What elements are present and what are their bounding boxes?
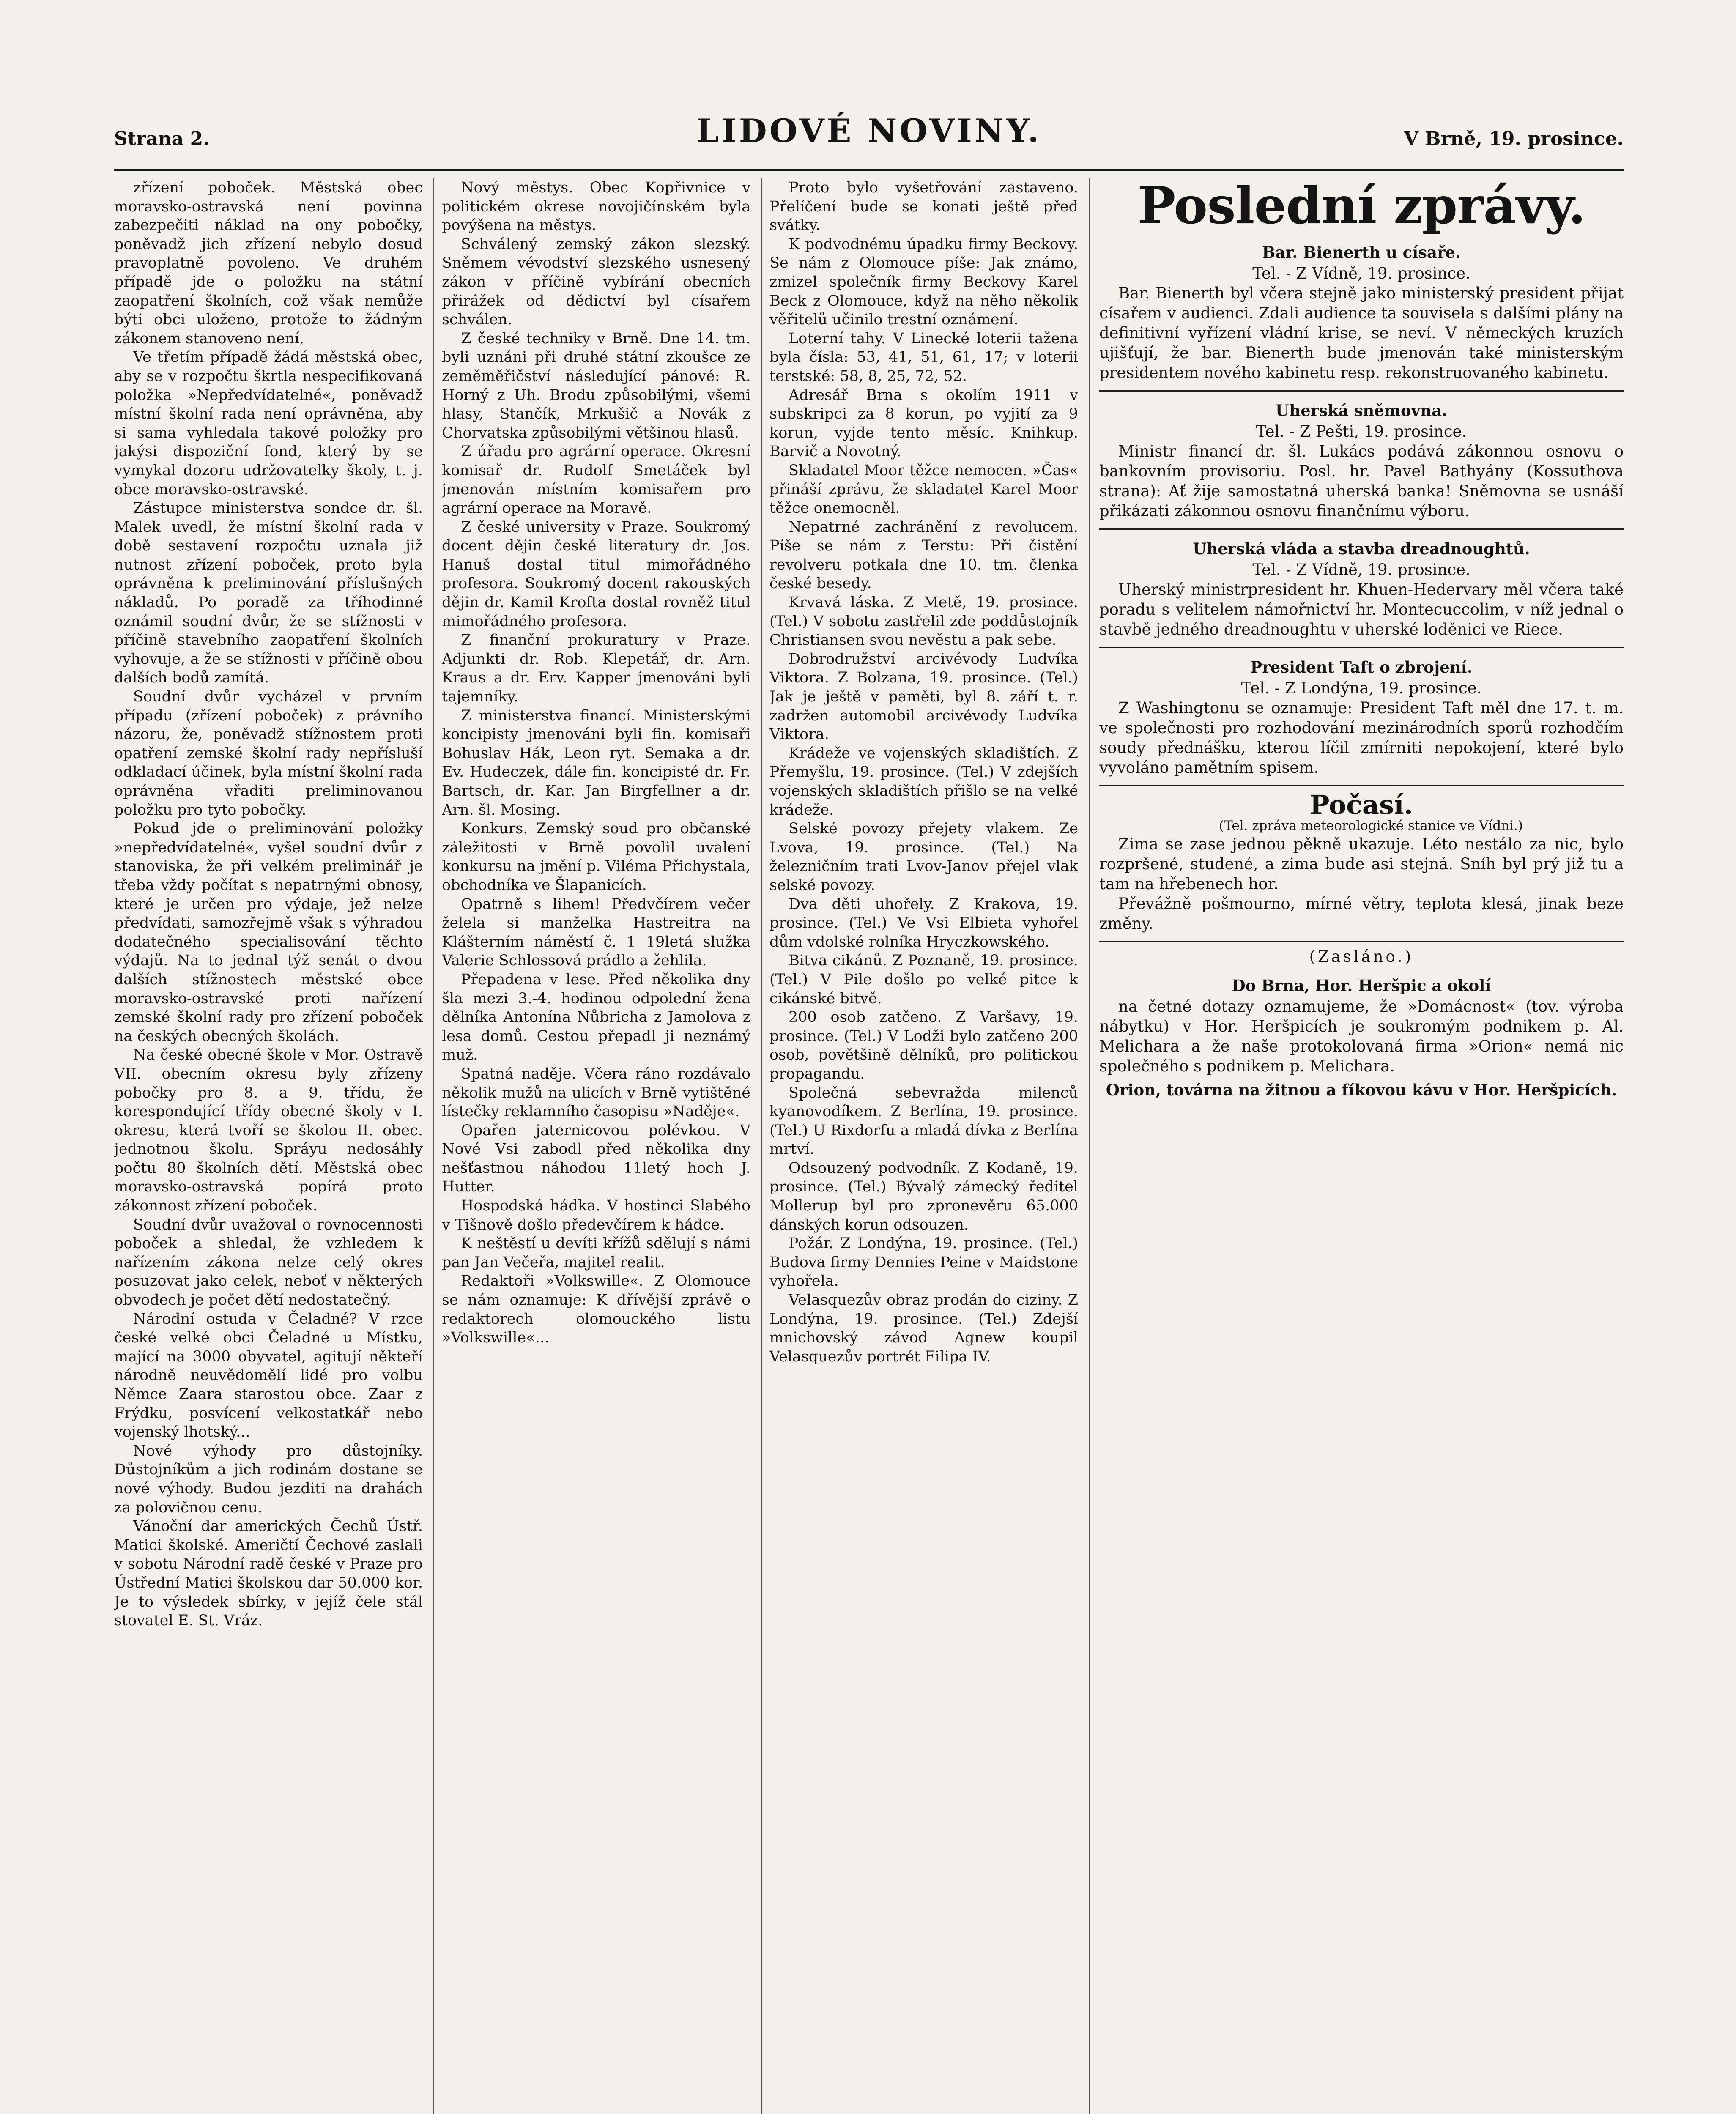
article-para: Na české obecné škole v Mor. Ostravě VII. obecním okresu byly zřízeny pobočky pro 8. a 9. třídu, že korespondující třídy obecné školy v I. okresu, která tvoří se školou II. obec. jednotnou školu. Spráyu nedosáhly počtu 80 školních dětí. Městská obec moravsko-ostravská popírá proto zákonnost zřízení poboček. [114,1046,423,1215]
article-para: Odsouzený podvodník. Z Kodaně, 19. prosince. (Tel.) Bývalý zámecký ředitel Mollerup byl pro zpronevěru 65.000 dánských korun odsouzen. [769,1159,1078,1233]
column-4-latest-news [1099,178,1624,2114]
masthead-title: LIDOVÉ NOVINY. [696,112,1042,150]
article-para: Velasquezův obraz prodán do ciziny. Z Londýna, 19. prosince. (Tel.) Zdejší mnichovský závod Agnew koupil Velasquezův portrét Filipa IV. [769,1292,1078,1365]
header-rule [114,169,1624,171]
article-para: Konkurs. Zemský soud pro občanské záležitosti v Brně povolil uvalení konkursu na jmění p. Viléma Přichystala, obchodníka ve Šlapanicích. [442,820,750,894]
news-heading: Uherská sněmovna. [1276,401,1447,420]
notice-signature: Orion, továrna na žitnou a fíkovou kávu v Hor. Heršpicích. [1106,1081,1617,1099]
column-1 [114,178,423,2114]
weather-forecast: Převážně pošmourno, mírné větry, teplota klesá, jinak beze změny. [1099,895,1624,933]
section-title: Poslední zprávy. [1137,178,1585,235]
news-heading: Uherská vláda a stavba dreadnoughtů. [1193,539,1530,558]
article-para: Spatná naděje. Včera ráno rozdávalo několik mužů na ulicích v Brně vytištěné lístečky reklamního časopisu »Naděje«. [442,1065,750,1120]
article-para: Soudní dvůr vycházel v prvním případu (zřízení poboček) z právního názoru, že, poněvadž stížnostem proti opatření zemské školní rady nepřísluší odkladací účinek, byla místní školní rada oprávněna vřaditi preliminovanou položku pro tyto pobočky. [114,688,423,819]
article-para: Nové výhody pro důstojníky. Důstojníkům a jich rodinám dostane se nové výhody. Budou jezditi na drahách za polovičnou cenu. [114,1442,423,1516]
article-para: Vánoční dar amerických Čechů Ústř. Matici školské. Američtí Čechové zaslali v sobotu Národní radě české v Praze pro Ústřední Matici školskou dar 50.000 kor. Je to výsledek sbírky, v jejíž čele stál stovatel E. St. Vráz. [114,1518,423,1629]
weather-source: (Tel. zpráva meteorologické stanice ve Vídni.) [1218,818,1523,833]
column-separator [761,178,762,2114]
divider [1099,528,1624,530]
news-text: Bar. Bienerth byl včera stejně jako ministerský president přijat císařem v audienci. Zdali audience ta souvisela s dalšími plány na definitivní vyřízení vládní krise, se neví. V německých kruzích ujišťují, že bar. Bienerth bude jmenován také ministerským presidentem nového kabinetu resp. rekonstruovaného kabinetu. [1099,284,1624,382]
notice-text: na četné dotazy oznamujeme, že »Domácnost« (tov. výroba nábytku) v Hor. Heršpicích je soukromým podnikem p. Al. Melichara a že naše protokolovaná firma »Orion« nemá nic společného s podnikem p. Melichara. [1099,997,1624,1075]
article-para: Z finanční prokuratury v Praze. Adjunkti dr. Rob. Klepetář, dr. Arn. Kraus a dr. Erv. Kapper jmenováni byli tajemníky. [442,632,750,706]
article-para: K podvodnému úpadku firmy Beckovy. Se nám z Olomouce píše: Jak známo, zmizel společník firmy Beckovy Karel Beck z Olomouce, když na něho několik věřitelů učinilo trestní oznámení. [769,235,1078,329]
weather-text: Zima se zase jednou pěkně ukazuje. Léto nestálo za nic, bylo rozpršené, studené, a zima bude asi stejná. Sníh byl prý již tu a tam na hřebenech hor. [1099,835,1624,893]
notice-heading: (Zasláno.) [1309,947,1414,966]
column-3 [769,178,1078,2114]
article-para: Nový městys. Obec Kopřivnice v politickém okrese novojičínském byla povýšena na městys. [442,179,750,234]
weather-heading: Počasí. [1309,789,1413,820]
news-text: Uherský ministrpresident hr. Khuen-Hedervary měl včera také poradu s velitelem námořnictví hr. Montecuccolim, v níž jednal o stavbě jedného dreadnoughtu v uherské loděnici ve Riece. [1099,581,1624,638]
page-number: Strana 2. [114,128,210,150]
article-para: Krádeže ve vojenských skladištích. Z Přemyšlu, 19. prosince. (Tel.) V zdejších vojenských skladištích přišlo se na velké krádeže. [769,745,1078,819]
article-para: K neštěstí u devíti křížů sdělují s námi pan Jan Večeřa, majitel realit. [442,1235,750,1271]
article-para: Požár. Z Londýna, 19. prosince. (Tel.) Budova firmy Dennies Peine v Maidstone vyhořela. [769,1235,1078,1290]
date-line: V Brně, 19. prosince. [1404,128,1624,150]
divider [1099,941,1624,942]
divider [1099,785,1624,786]
article-para: Proto bylo vyšetřování zastaveno. Přelíčení bude se konati ještě před svátky. [769,179,1078,234]
article-para: Opařen jaternicovou polévkou. V Nové Vsi zabodl před několika dny nešťastnou náhodou 11letý hoch J. Hutter. [442,1122,750,1196]
article-para: Pokud jde o preliminování položky »nepředvídatelné«, vyšel soudní dvůr z stanoviska, že při velkém preliminář je třeba vždy počítat s nepatrnými obnosy, které je určen pro výdaje, jež nelze předvídati, samozřejmě však s výhradou dodatečného specialisování těchto výdajů. Na to jednal týž senát o dvou dalších stížnostech městské obce moravsko-ostravské proti nařízení zemské školní rady pro zřízení poboček na českých obecných školách. [114,820,423,1045]
article-para: Z úřadu pro agrární operace. Okresní komisař dr. Rudolf Smetáček byl jmenován místním komisařem pro agrární operace na Moravě. [442,443,750,517]
article-para: Loterní tahy. V Linecké loterii tažena byla čísla: 53, 41, 51, 61, 17; v loterii terstské: 58, 8, 25, 72, 52. [769,330,1078,385]
news-dateline: Tel. - Z Vídně, 19. prosince. [1252,561,1470,579]
article-para: Schválený zemský zákon slezský. Sněmem vévodství slezského usnesený zákon v příčině vybírání obecních přirážek od dědictví byl císařem schválen. [442,235,750,329]
news-dateline: Tel. - Z Londýna, 19. prosince. [1241,679,1482,697]
article-para: zřízení poboček. Městská obec moravsko-ostravská není povinna zabezpečiti náklad na ony pobočky, poněvadž jich zřízení nebylo dosud pravoplatně povoleno. Ve druhém případě jde o položku na státní zaopatření školních, což však nemůže býti obci uloženo, protože to žádným zákonem stanoveno není. [114,179,423,347]
article-para: Ve třetím případě žádá městská obec, aby se v rozpočtu škrtla nespecifikovaná položka »Nepředvídatelné«, poněvadž místní školní rada není oprávněna, aby si sama vyhledala takové položky pro jakýsi dispoziční fond, který by se vymykal dozoru udržovatelky školy, t. j. obce moravsko-ostravské. [114,349,423,498]
article-para: Z ministerstva financí. Ministerskými koncipisty jmenováni byli fin. komisaři Bohuslav Hák, Leon ryt. Semaka a dr. Ev. Hudeczek, dále fin. koncipisté dr. Fr. Bartsch, dr. Kar. Jan Birgfellner a dr. Arn. šl. Mosing. [442,707,750,819]
page-header [114,112,1624,163]
article-para: Hospodská hádka. V hostinci Slabého v Tišnově došlo předevčírem k hádce. [442,1197,750,1233]
news-text: Z Washingtonu se oznamuje: President Taft měl dne 17. t. m. ve společnosti pro rozhodování mezinárodních sporů rozhodčím soudy přednášku, kterou líčil zmírniti nepokojení, které bylo vyvoláno pamětním spisem. [1099,699,1624,777]
article-para: Bitva cikánů. Z Poznaně, 19. prosince. (Tel.) V Pile došlo po velké pitce k cikánské bitvě. [769,952,1078,1007]
article-para: Krvavá láska. Z Metě, 19. prosince. (Tel.) V sobotu zastřelil zde poddůstojník Christiansen svou nevěstu a pak sebe. [769,594,1078,649]
article-para: Z české university v Praze. Soukromý docent dějin české literatury dr. Jos. Hanuš dostal titul mimořádného profesora. Soukromý docent rakouských dějin dr. Kamil Krofta dostal rovněž titul mimořádného profesora. [442,518,750,630]
column-separator [433,178,434,2114]
divider [1099,647,1624,648]
notice-subheading: Do Brna, Hor. Heršpic a okolí [1232,976,1491,995]
article-para: Opatrně s lihem! Předvčírem večer želela si manželka Hastreitra na Klášterním náměstí č. 1 19letá služka Valerie Schlossová prádlo a žehlila. [442,895,750,969]
article-para: Společná sebevražda milenců kyanovodíkem. Z Berlína, 19. prosince. (Tel.) U Rixdorfu a mladá dívka z Berlína mrtví. [769,1084,1078,1158]
article-para: Selské povozy přejety vlakem. Ze Lvova, 19. prosince. (Tel.) Na železničním trati Lvov-Janov přejel vlak selské povozy. [769,820,1078,894]
article-para: Dobrodružství arcivévody Ludvíka Viktora. Z Bolzana, 19. prosince. (Tel.) Jak je ještě v paměti, byl 8. září t. r. zadržen automobil arcivévody Ludvíka Viktora. [769,650,1078,743]
article-para: Soudní dvůr uvažoval o rovnocennosti poboček a shledal, že vzhledem k nařízením zákona nelze celý okres posuzovat jako celek, neboť v některých obvodech je počet dětí nedostatečný. [114,1216,423,1309]
article-para: 200 osob zatčeno. Z Varšavy, 19. prosince. (Tel.) V Lodži bylo zatčeno 200 osob, povětšině dělníků, pro politickou propagandu. [769,1009,1078,1082]
article-para: Dva děti uhořely. Z Krakova, 19. prosince. (Tel.) Ve Vsi Elbieta vyhořel dům vdolské rolníka Hryczkowského. [769,895,1078,950]
article-para: Redaktoři »Volkswille«. Z Olomouce se nám oznamuje: K dřívější zprávě o redaktorech olomouckého listu »Volkswille«... [442,1273,750,1347]
article-para: Národní ostuda v Čeladné? V rzce české velké obci Čeladné u Místku, mající na 3000 obyvatel, agitují někteří národně neuvědomělí lidé pro volbu Němce Zaara starostou obce. Zaar z Frýdku, posvícení velkostatkář nebo vojenský lhotský... [114,1310,423,1441]
news-heading: President Taft o zbrojení. [1250,658,1473,676]
news-heading: Bar. Bienerth u císaře. [1262,243,1461,262]
column-separator [1089,178,1090,2114]
article-para: Zástupce ministerstva sondce dr. šl. Malek uvedl, že místní školní rada v době sestavení rozpočtu uznala již nutnost zřízení poboček, proto byla oprávněna k preliminování příslušných nákladů. Po poradě za tříhodinné oznámil soudní dvůr, že se stížnosti v příčině stavebního zaopatření školních vyhovuje, a že se stížnosti v příčině obou dalších bodů zamítá. [114,500,423,687]
article-para: Nepatrné zachránění z revolucem. Píše se nám z Terstu: Při čistění revolveru potkala dne 10. tm. členka české besedy. [769,518,1078,592]
article-para: Skladatel Moor těžce nemocen. »Čas« přináší zprávu, že skladatel Karel Moor těžce onemocněl. [769,462,1078,517]
news-dateline: Tel. - Z Vídně, 19. prosince. [1252,264,1470,282]
article-para: Adresář Brna s okolím 1911 v subskripci za 8 korun, po vyjití za 9 korun, vyjde tento měsíc. Knihkup. Barvič a Novotný. [769,386,1078,460]
article-para: Přepadena v lese. Před několika dny šla mezi 3.-4. hodinou odpolední žena dělníka Antonína Nůbricha z Jamolova z lesa domů. Cestou přepadl ji neznámý muž. [442,971,750,1064]
news-dateline: Tel. - Z Pešti, 19. prosince. [1256,422,1467,441]
divider [1099,390,1624,392]
article-para: Z české techniky v Brně. Dne 14. tm. byli uznáni při druhé státní zkoušce ze zeměměřičství následující pánové: R. Horný z Uh. Brodu způsobilými, všemi hlasy, Stančík, Mrkušič a Novák z Chorvatska způsobilými většinou hlasů. [442,330,750,441]
column-2 [442,178,750,2114]
news-text: Ministr financí dr. šl. Lukács podává zákonnou osnovu o bankovním provisoriu. Posl. hr. Pavel Bathyány (Kossuthova strana): Ať žije samostatná uherská banka! Sněmovna se usnáší přikázati zákonnou osnovu finančnímu výboru. [1099,442,1624,520]
